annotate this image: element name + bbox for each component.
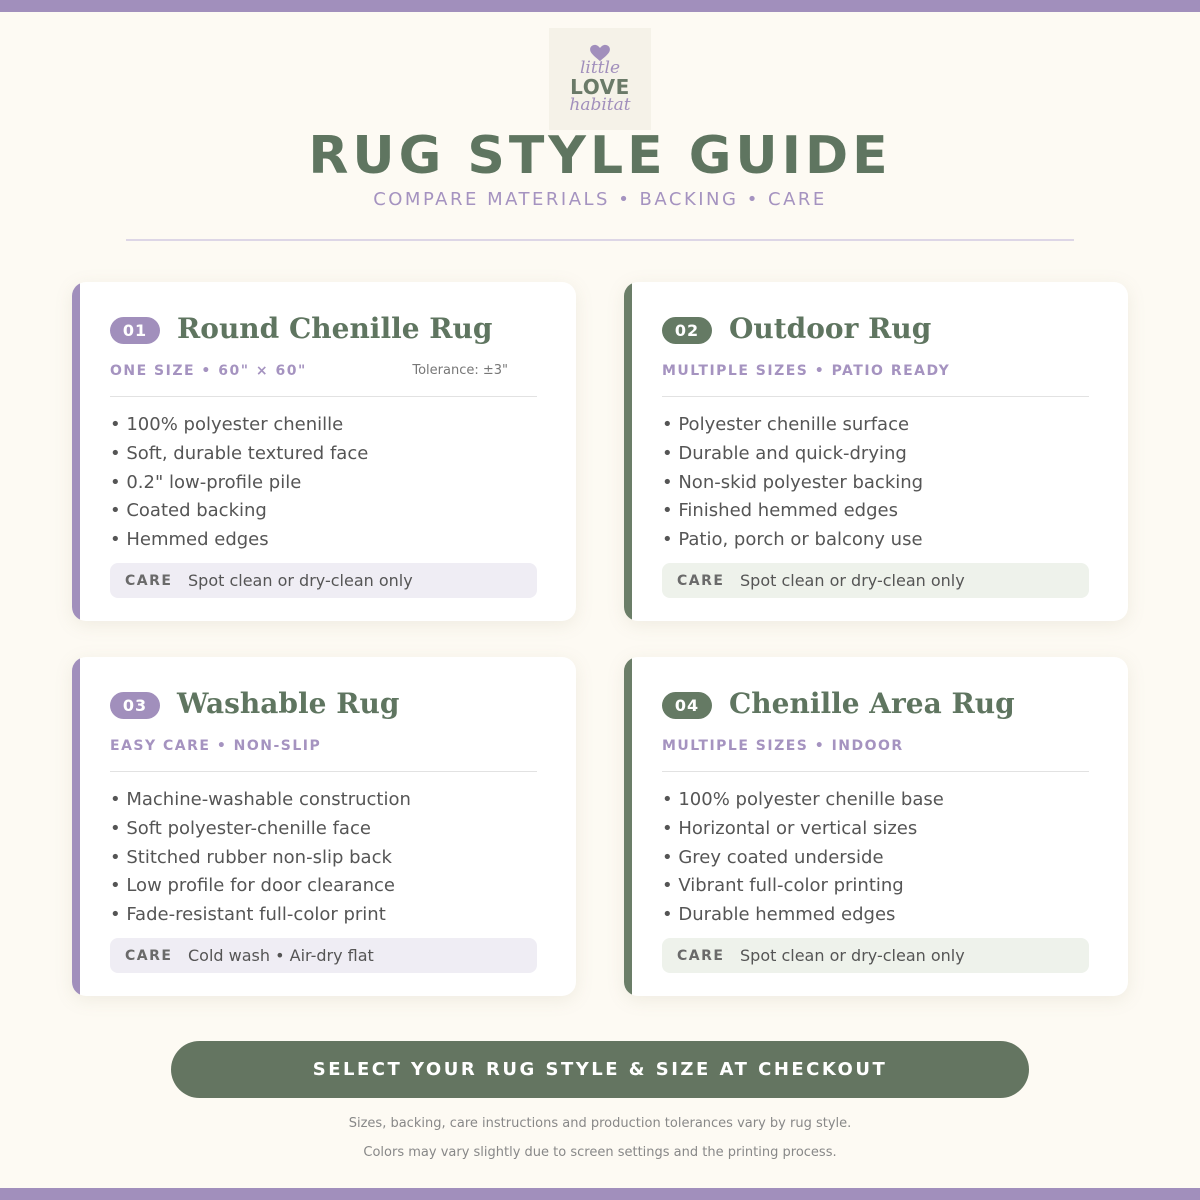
care-label: CARE (677, 947, 725, 964)
feature-item: • Soft, durable textured face (110, 442, 369, 464)
feature-item: • Machine-washable construction (110, 789, 411, 810)
footer-note-sizes: Sizes, backing, care instructions and production tolerances vary by rug style. (348, 1116, 852, 1131)
care-label: CARE (125, 572, 173, 589)
care-box (662, 938, 1089, 973)
feature-item: • 100% polyester chenille (110, 414, 344, 435)
card-number-badge: 03 (110, 692, 160, 719)
tolerance-note: Tolerance: ±3" (412, 363, 508, 378)
feature-item: • 0.2" low-profile pile (110, 471, 302, 493)
rug-card-chenille-area (624, 657, 1128, 996)
card-title: Chenille Area Rug (729, 687, 1015, 720)
card-title: Washable Rug (177, 687, 400, 720)
card-subtitle: MULTIPLE SIZES • INDOOR (662, 738, 904, 754)
card-accent-bar (624, 657, 632, 996)
care-text: Cold wash • Air-dry flat (188, 946, 374, 965)
feature-list (110, 411, 368, 555)
feature-item: • Soft polyester-chenille face (110, 817, 371, 839)
feature-item: • Non-skid polyester backing (662, 471, 924, 493)
feature-item: • Durable and quick-drying (662, 442, 907, 464)
feature-item: • Polyester chenille surface (662, 414, 910, 435)
feature-item: • Stitched rubber non-slip back (110, 846, 392, 868)
feature-item: • Fade-resistant full-color print (110, 904, 386, 926)
card-subtitle: MULTIPLE SIZES • PATIO READY (662, 363, 951, 379)
card-accent-bar (72, 282, 80, 621)
header-divider (126, 239, 1074, 241)
rug-card-round-chenille (72, 282, 576, 621)
bottom-band (0, 1188, 1200, 1200)
feature-item: • Vibrant full-color printing (662, 875, 904, 897)
rug-card-washable (72, 657, 576, 996)
care-text: Spot clean or dry-clean only (740, 571, 965, 590)
care-label: CARE (677, 572, 725, 589)
feature-item: • Durable hemmed edges (662, 904, 896, 926)
feature-item: • Low profile for door clearance (110, 875, 395, 897)
brand-logo (549, 28, 651, 130)
feature-list (110, 786, 411, 930)
care-box (662, 563, 1089, 598)
feature-item: • Horizontal or vertical sizes (662, 817, 918, 839)
card-accent-bar (624, 282, 632, 621)
card-divider (110, 771, 537, 772)
card-divider (662, 396, 1089, 397)
card-accent-bar (72, 657, 80, 996)
card-number-badge: 02 (662, 317, 712, 344)
feature-item: • Finished hemmed edges (662, 500, 898, 522)
checkout-cta-button[interactable]: SELECT YOUR RUG STYLE & SIZE AT CHECKOUT (171, 1041, 1029, 1098)
logo-text-love: LOVE (570, 75, 630, 99)
card-divider (110, 396, 537, 397)
feature-item: • Hemmed edges (110, 529, 269, 551)
card-divider (662, 771, 1089, 772)
top-band (0, 0, 1200, 12)
card-subtitle: ONE SIZE • 60" × 60" (110, 363, 307, 379)
feature-item: • 100% polyester chenille base (662, 789, 944, 810)
care-text: Spot clean or dry-clean only (740, 946, 965, 965)
logo-text-habitat: habitat (569, 95, 631, 115)
page-title: RUG STYLE GUIDE (308, 126, 892, 186)
care-label: CARE (125, 947, 173, 964)
card-number-badge: 01 (110, 317, 160, 344)
card-title: Round Chenille Rug (177, 312, 493, 345)
care-text: Spot clean or dry-clean only (188, 571, 413, 590)
feature-list (662, 411, 923, 555)
care-box (110, 563, 537, 598)
feature-item: • Patio, porch or balcony use (662, 529, 923, 551)
card-title: Outdoor Rug (729, 312, 932, 345)
card-subtitle: EASY CARE • NON-SLIP (110, 738, 322, 754)
rug-card-outdoor (624, 282, 1128, 621)
logo-text-little: little (579, 58, 621, 78)
feature-item: • Grey coated underside (662, 846, 884, 868)
care-box (110, 938, 537, 973)
page-subtitle: COMPARE MATERIALS • BACKING • CARE (373, 189, 827, 210)
footer-note-colors: Colors may vary slightly due to screen settings and the printing process. (363, 1145, 837, 1160)
feature-item: • Coated backing (110, 500, 267, 522)
card-number-badge: 04 (662, 692, 712, 719)
feature-list (662, 786, 944, 930)
